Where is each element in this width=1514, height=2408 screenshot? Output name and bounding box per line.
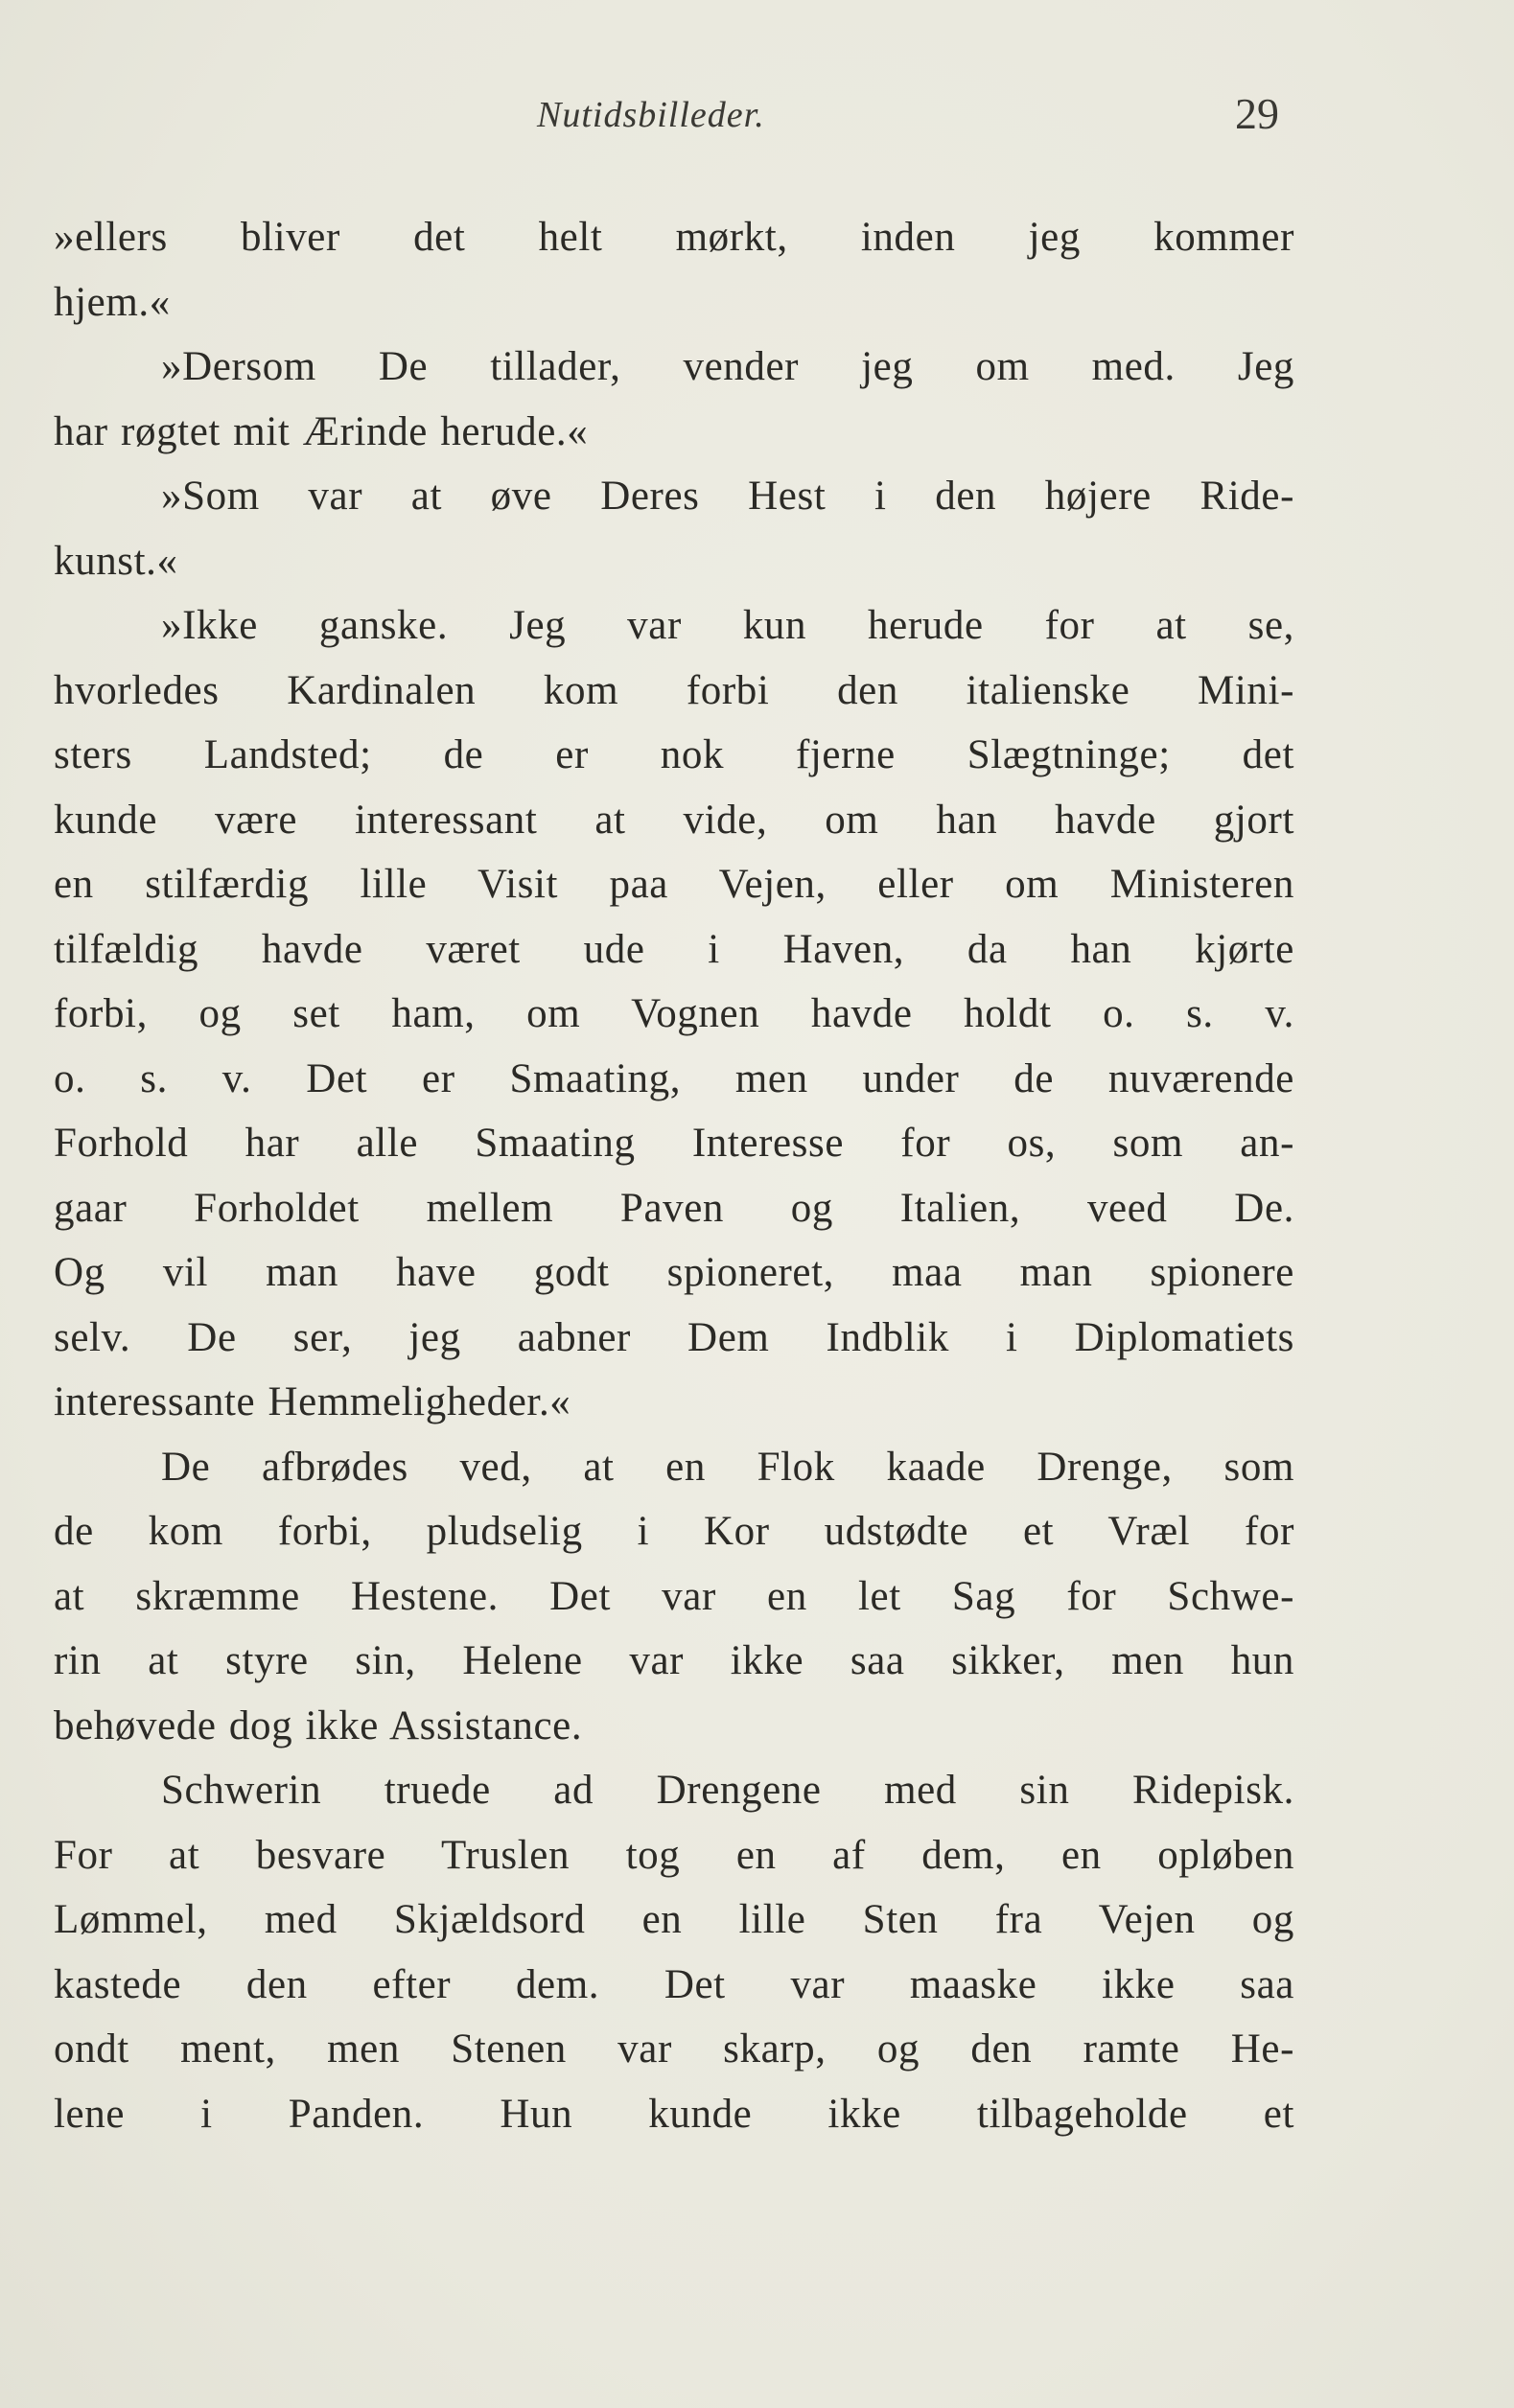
text-line: behøvede dog ikke Assistance. <box>54 1702 583 1748</box>
text-line: For at besvare Truslen tog en af dem, en opløben <box>54 1832 1294 1878</box>
text-line: Forhold har alle Smaating Interesse for os, som an- <box>54 1121 1294 1166</box>
text-line: kastede den efter dem. Det var maaske ikke saa <box>54 1961 1294 2007</box>
text-line: »Som var at øve Deres Hest i den højere Ride- <box>161 474 1294 519</box>
text-line: Lømmel, med Skjældsord en lille Sten fra Vejen og <box>54 1897 1294 1942</box>
text-line: Schwerin truede ad Drengene med sin Ridepisk. <box>161 1768 1294 1813</box>
text-line: »Dersom De tillader, vender jeg om med. Jeg <box>161 344 1294 389</box>
text-line: rin at styre sin, Helene var ikke saa sikker, men hun <box>54 1638 1294 1683</box>
text-line: hjem.« <box>54 279 171 325</box>
text-line: at skræmme Hestene. Det var en let Sag for Schwe- <box>54 1573 1294 1619</box>
text-line: »ellers bliver det helt mørkt, inden jeg kommer <box>54 215 1294 260</box>
text-line: kunde være interessant at vide, om han havde gjort <box>54 797 1294 843</box>
text-line: De afbrødes ved, at en Flok kaade Drenge, som <box>161 1444 1294 1490</box>
text-line: »Ikke ganske. Jeg var kun herude for at se, <box>161 603 1294 648</box>
text-line: lene i Panden. Hun kunde ikke tilbageholde et <box>54 2091 1294 2137</box>
text-line: o. s. v. Det er Smaating, men under de nuværende <box>54 1055 1294 1101</box>
text-line: gaar Forholdet mellem Paven og Italien, veed De. <box>54 1185 1294 1231</box>
text-line: tilfældig havde været ude i Haven, da han kjørte <box>54 926 1294 972</box>
text-line: har røgtet mit Ærinde herude.« <box>54 408 589 454</box>
text-line: forbi, og set ham, om Vognen havde holdt o. s. v. <box>54 991 1294 1036</box>
text-line: Og vil man have godt spioneret, maa man spionere <box>54 1250 1294 1295</box>
text-line: sters Landsted; de er nok fjerne Slægtninge; det <box>54 732 1294 777</box>
text-line: ondt ment, men Stenen var skarp, og den ramte He- <box>54 2026 1294 2072</box>
text-line: hvorledes Kardinalen kom forbi den italienske Mini- <box>54 667 1294 713</box>
text-line: interessante Hemmeligheder.« <box>54 1379 571 1424</box>
text-line: kunst.« <box>54 538 178 584</box>
text-line: en stilfærdig lille Visit paa Vejen, eller om Ministeren <box>54 862 1294 907</box>
page-number: 29 <box>1235 89 1279 138</box>
body-text <box>54 205 1294 2146</box>
running-head <box>0 89 1514 151</box>
text-line: de kom forbi, pludselig i Kor udstødte et Vræl for <box>54 1509 1294 1554</box>
running-title: Nutidsbilleder. <box>537 95 765 135</box>
text-line: selv. De ser, jeg aabner Dem Indblik i Diplomatiets <box>54 1314 1294 1360</box>
